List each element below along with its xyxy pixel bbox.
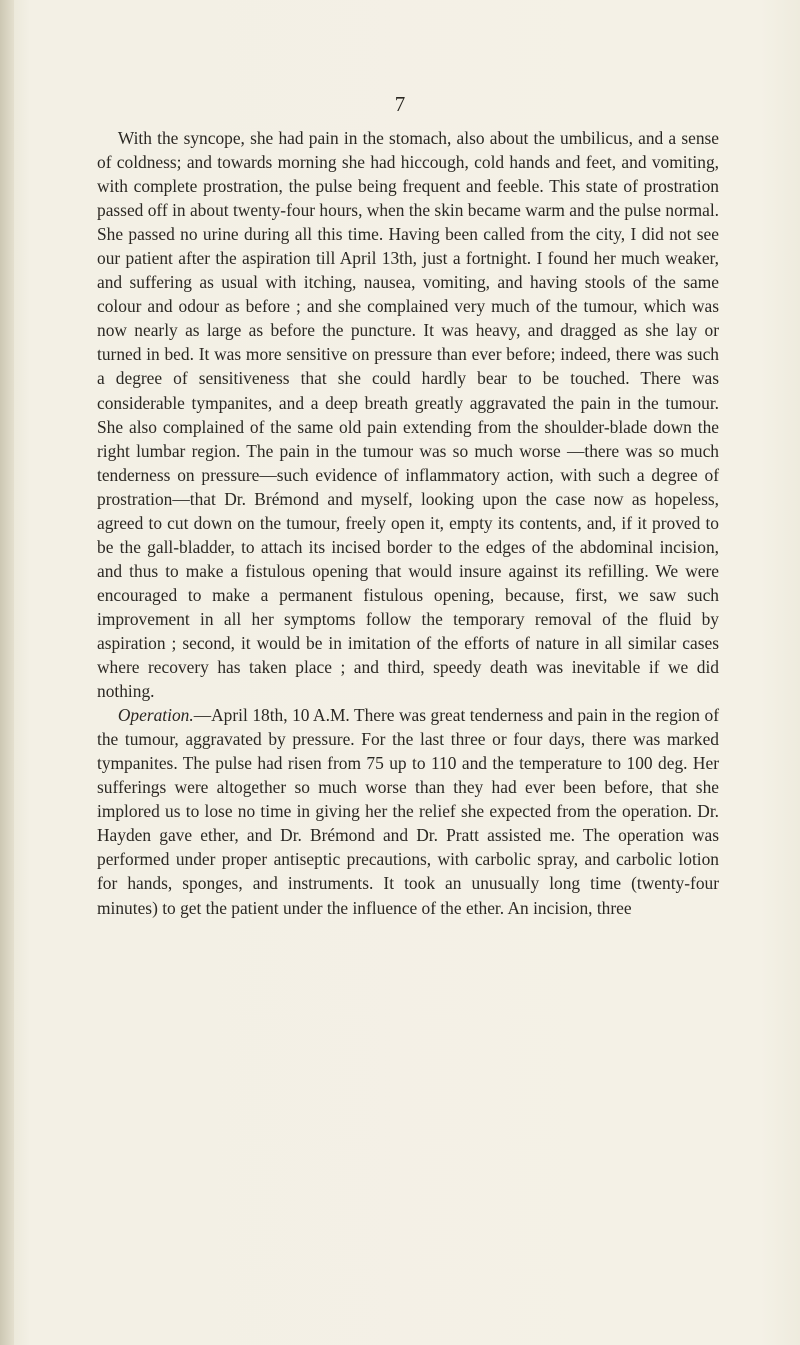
section-heading: Operation. (117, 705, 194, 726)
paragraph: With the syncope, she had pain in the stomach, also about the umbilicus, and a sense of coldness; and towards morning she had hiccough, cold hands and feet, and vomiting, with complete prostration, the pulse being frequent and feeble. This state of prostration passed off in about twenty-four hours, when the skin became warm and the pulse normal. She passed no urine during all this time. Having been called from the city, I did not see our patient after the aspiration till April 13th, just a fortnight. I found her much weaker, and suffering as usual with itching, nausea, vomiting, and having stools of the same colour and odour as before ; and she complained very much of the tumour, which was now nearly as large as before the puncture. It was heavy, and dragged as she lay or turned in bed. It was more sensitive on pressure than ever before; indeed, there was such a degree of sensitiveness that she could hardly bear to be touched. There was considerable tympanites, and a deep breath greatly aggravated the pain in the tumour. She also complained of the same old pain extending from the shoulder-blade down the right lumbar region. The pain in the tumour was so much worse —there was so much tenderness on pressure—such evidence of inflammatory action, with such a degree of prostration—that Dr. Brémond and myself, looking upon the case now as hopeless, agreed to cut down on the tumour, freely open it, empty its contents, and, if it proved to be the gall-bladder, to attach its incised border to the edges of the abdominal incision, and thus to make a fistulous opening that would insure against its refilling. We were encouraged to make a permanent fistulous opening, because, first, we saw such improvement in all her symptoms follow the temporary removal of the fluid by aspiration ; second, it would be in imitation of the efforts of nature in all similar cases where recovery has taken place ; and third, speedy death was inevitable if we did nothing. (97, 128, 719, 702)
paragraph-text: —April 18th, 10 A.M. There was great tenderness and pain in the region of the tumour, aggravated by pressure. For the last three or four days, there was marked tympanites. The pulse had risen from 75 up to 110 and the temperature to 100 deg. Her sufferings were altogether so much worse than they had ever been before, that she implored us to lose no time in giving her the relief she expected from the operation. Dr. Hayden gave ether, and Dr. Brémond and Dr. Pratt assisted me. The operation was performed under proper antiseptic precautions, with carbolic spray, and carbolic lotion for hands, sponges, and instruments. It took an unusually long time (twenty-four minutes) to get the patient under the influence of the ether. An incision, three (97, 705, 719, 918)
page-number: 7 (394, 92, 406, 116)
page-gutter (0, 0, 14, 1345)
paragraph (97, 703, 719, 919)
body-text (97, 126, 719, 920)
